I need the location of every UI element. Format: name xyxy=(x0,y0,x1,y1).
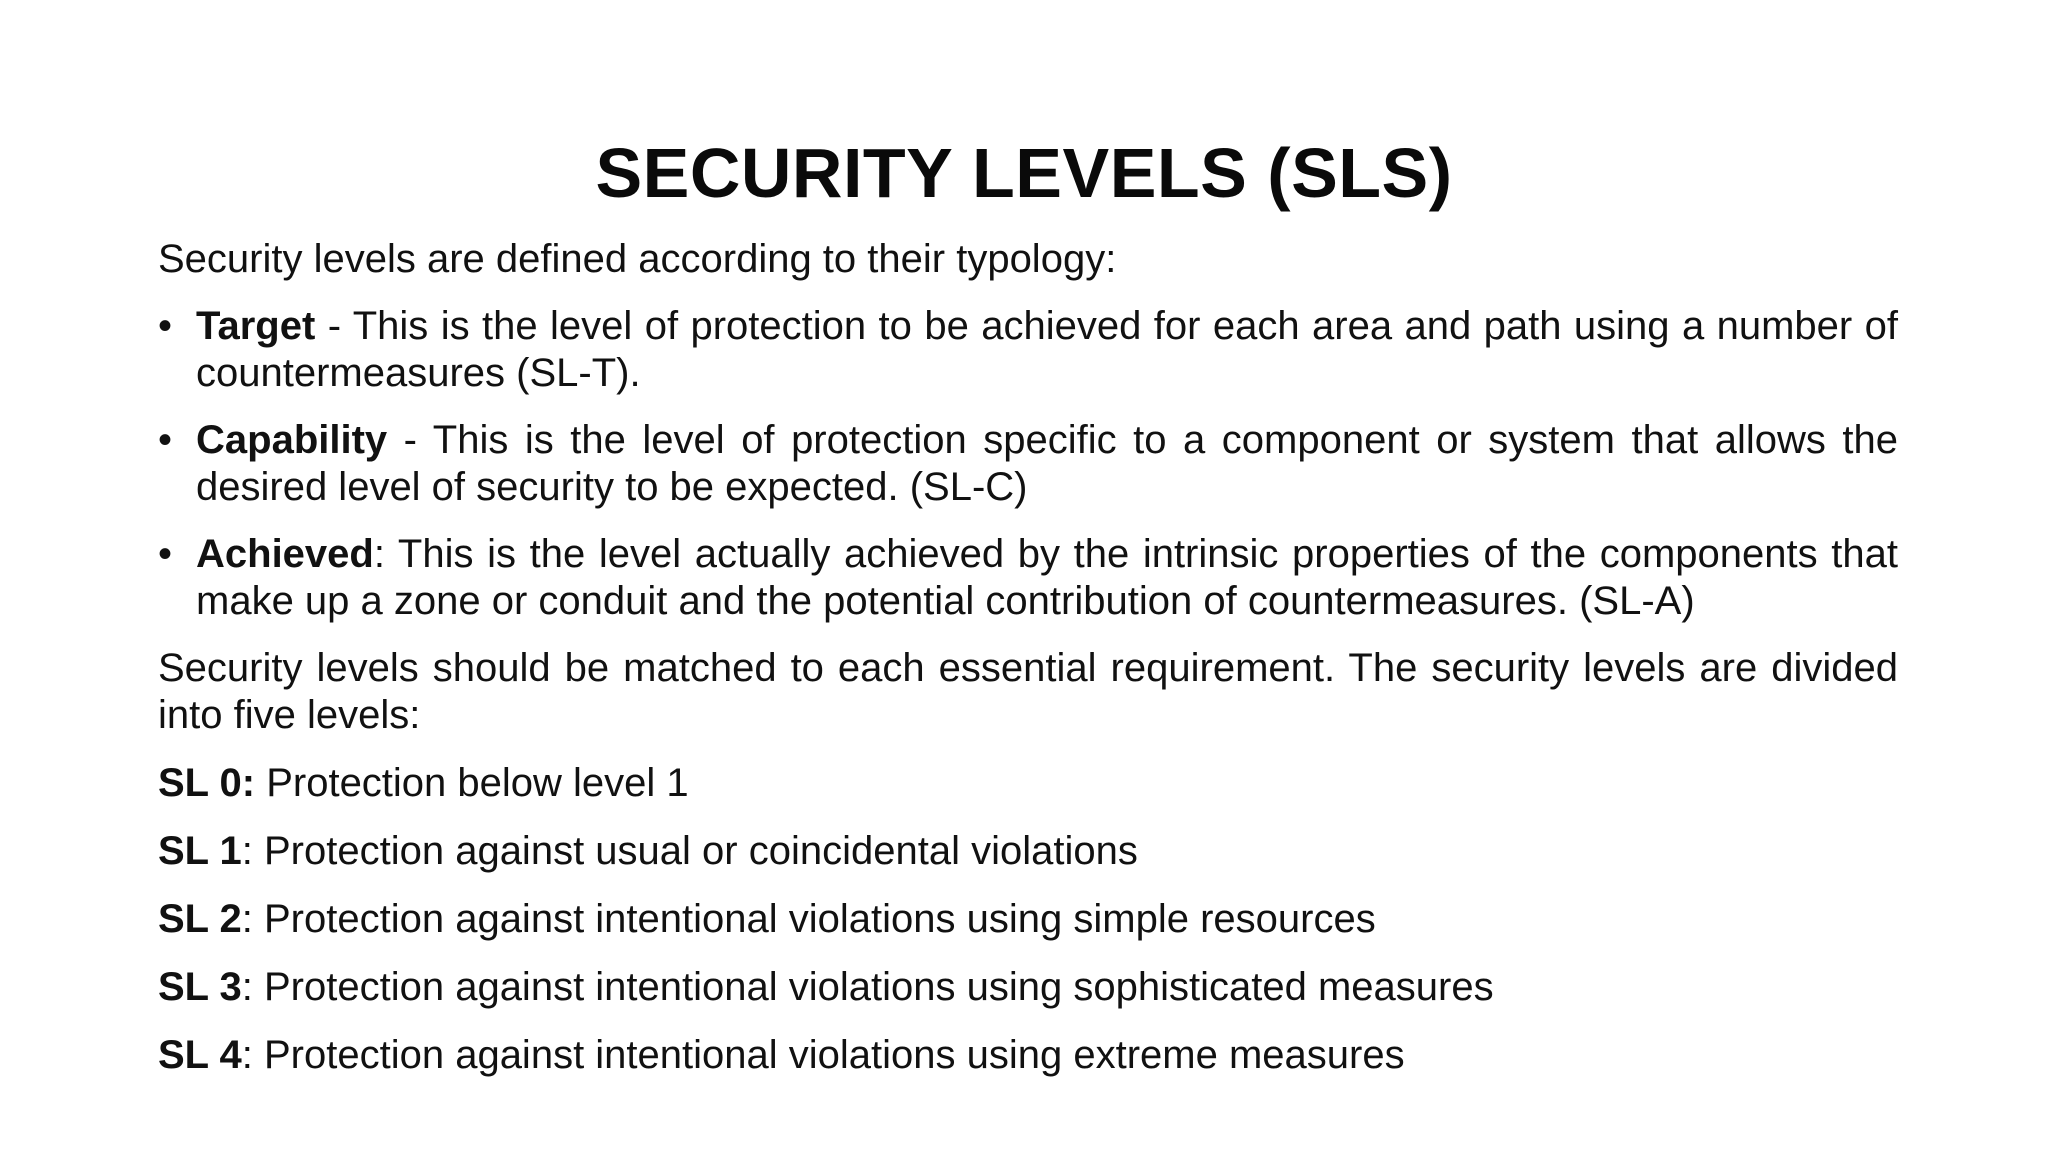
level-separator xyxy=(255,761,266,805)
intro-text: Security levels are defined according to their typology: xyxy=(158,237,1117,281)
level-code: SL 1 xyxy=(158,829,242,873)
level-code: SL 3 xyxy=(158,965,242,1009)
bullet-term: Target xyxy=(196,304,316,348)
level-description: Protection below level 1 xyxy=(266,761,689,805)
bullet-dot: • xyxy=(158,418,173,462)
bullet-term: Achieved xyxy=(196,532,374,576)
bullet-dot: • xyxy=(158,304,173,348)
level-sl0 xyxy=(158,759,1898,807)
slide-title: SECURITY LEVELS (SLS) xyxy=(595,134,1453,212)
bullet-term: Capability xyxy=(196,418,388,462)
bullet-separator: - xyxy=(315,304,353,348)
level-code: SL 4 xyxy=(158,1033,242,1077)
bullet-dot: • xyxy=(158,532,173,576)
level-separator: : xyxy=(241,897,264,941)
level-separator: : xyxy=(241,965,264,1009)
levels-intro-text: Security levels should be matched to each essential requirement. The security levels are divided into five levels: xyxy=(158,646,1898,737)
bullet-target xyxy=(158,303,1898,397)
level-separator: : xyxy=(241,1033,264,1077)
bullet-achieved xyxy=(158,531,1898,625)
level-sl3 xyxy=(158,963,1898,1011)
bullet-text: This is the level of protection to be achieved for each area and path using a number of countermeasures (SL-T). xyxy=(196,304,1898,395)
level-description: Protection against usual or coincidental violations xyxy=(263,829,1138,873)
bullet-separator: - xyxy=(387,418,433,462)
slide-body xyxy=(158,236,1898,1099)
bullet-separator: : xyxy=(373,532,398,576)
level-code: SL 0: xyxy=(158,761,256,805)
level-description: Protection against intentional violations using simple resources xyxy=(263,897,1376,941)
typology-list xyxy=(158,303,1898,625)
level-code: SL 2 xyxy=(158,897,242,941)
bullet-capability xyxy=(158,417,1898,511)
level-separator: : xyxy=(241,829,264,873)
level-sl2 xyxy=(158,895,1898,943)
bullet-text: This is the level of protection specific to a component or system that allows the desired level of security to be expected. (SL-C) xyxy=(196,418,1898,509)
security-level-list xyxy=(158,759,1898,1079)
level-description: Protection against intentional violations using extreme measures xyxy=(263,1033,1405,1077)
bullet-text: This is the level actually achieved by the intrinsic properties of the components that make up a zone or conduit and the potential contribution of countermeasures. (SL-A) xyxy=(196,532,1898,623)
level-sl4 xyxy=(158,1031,1898,1079)
level-sl1 xyxy=(158,827,1898,875)
level-description: Protection against intentional violations using sophisticated measures xyxy=(263,965,1494,1009)
